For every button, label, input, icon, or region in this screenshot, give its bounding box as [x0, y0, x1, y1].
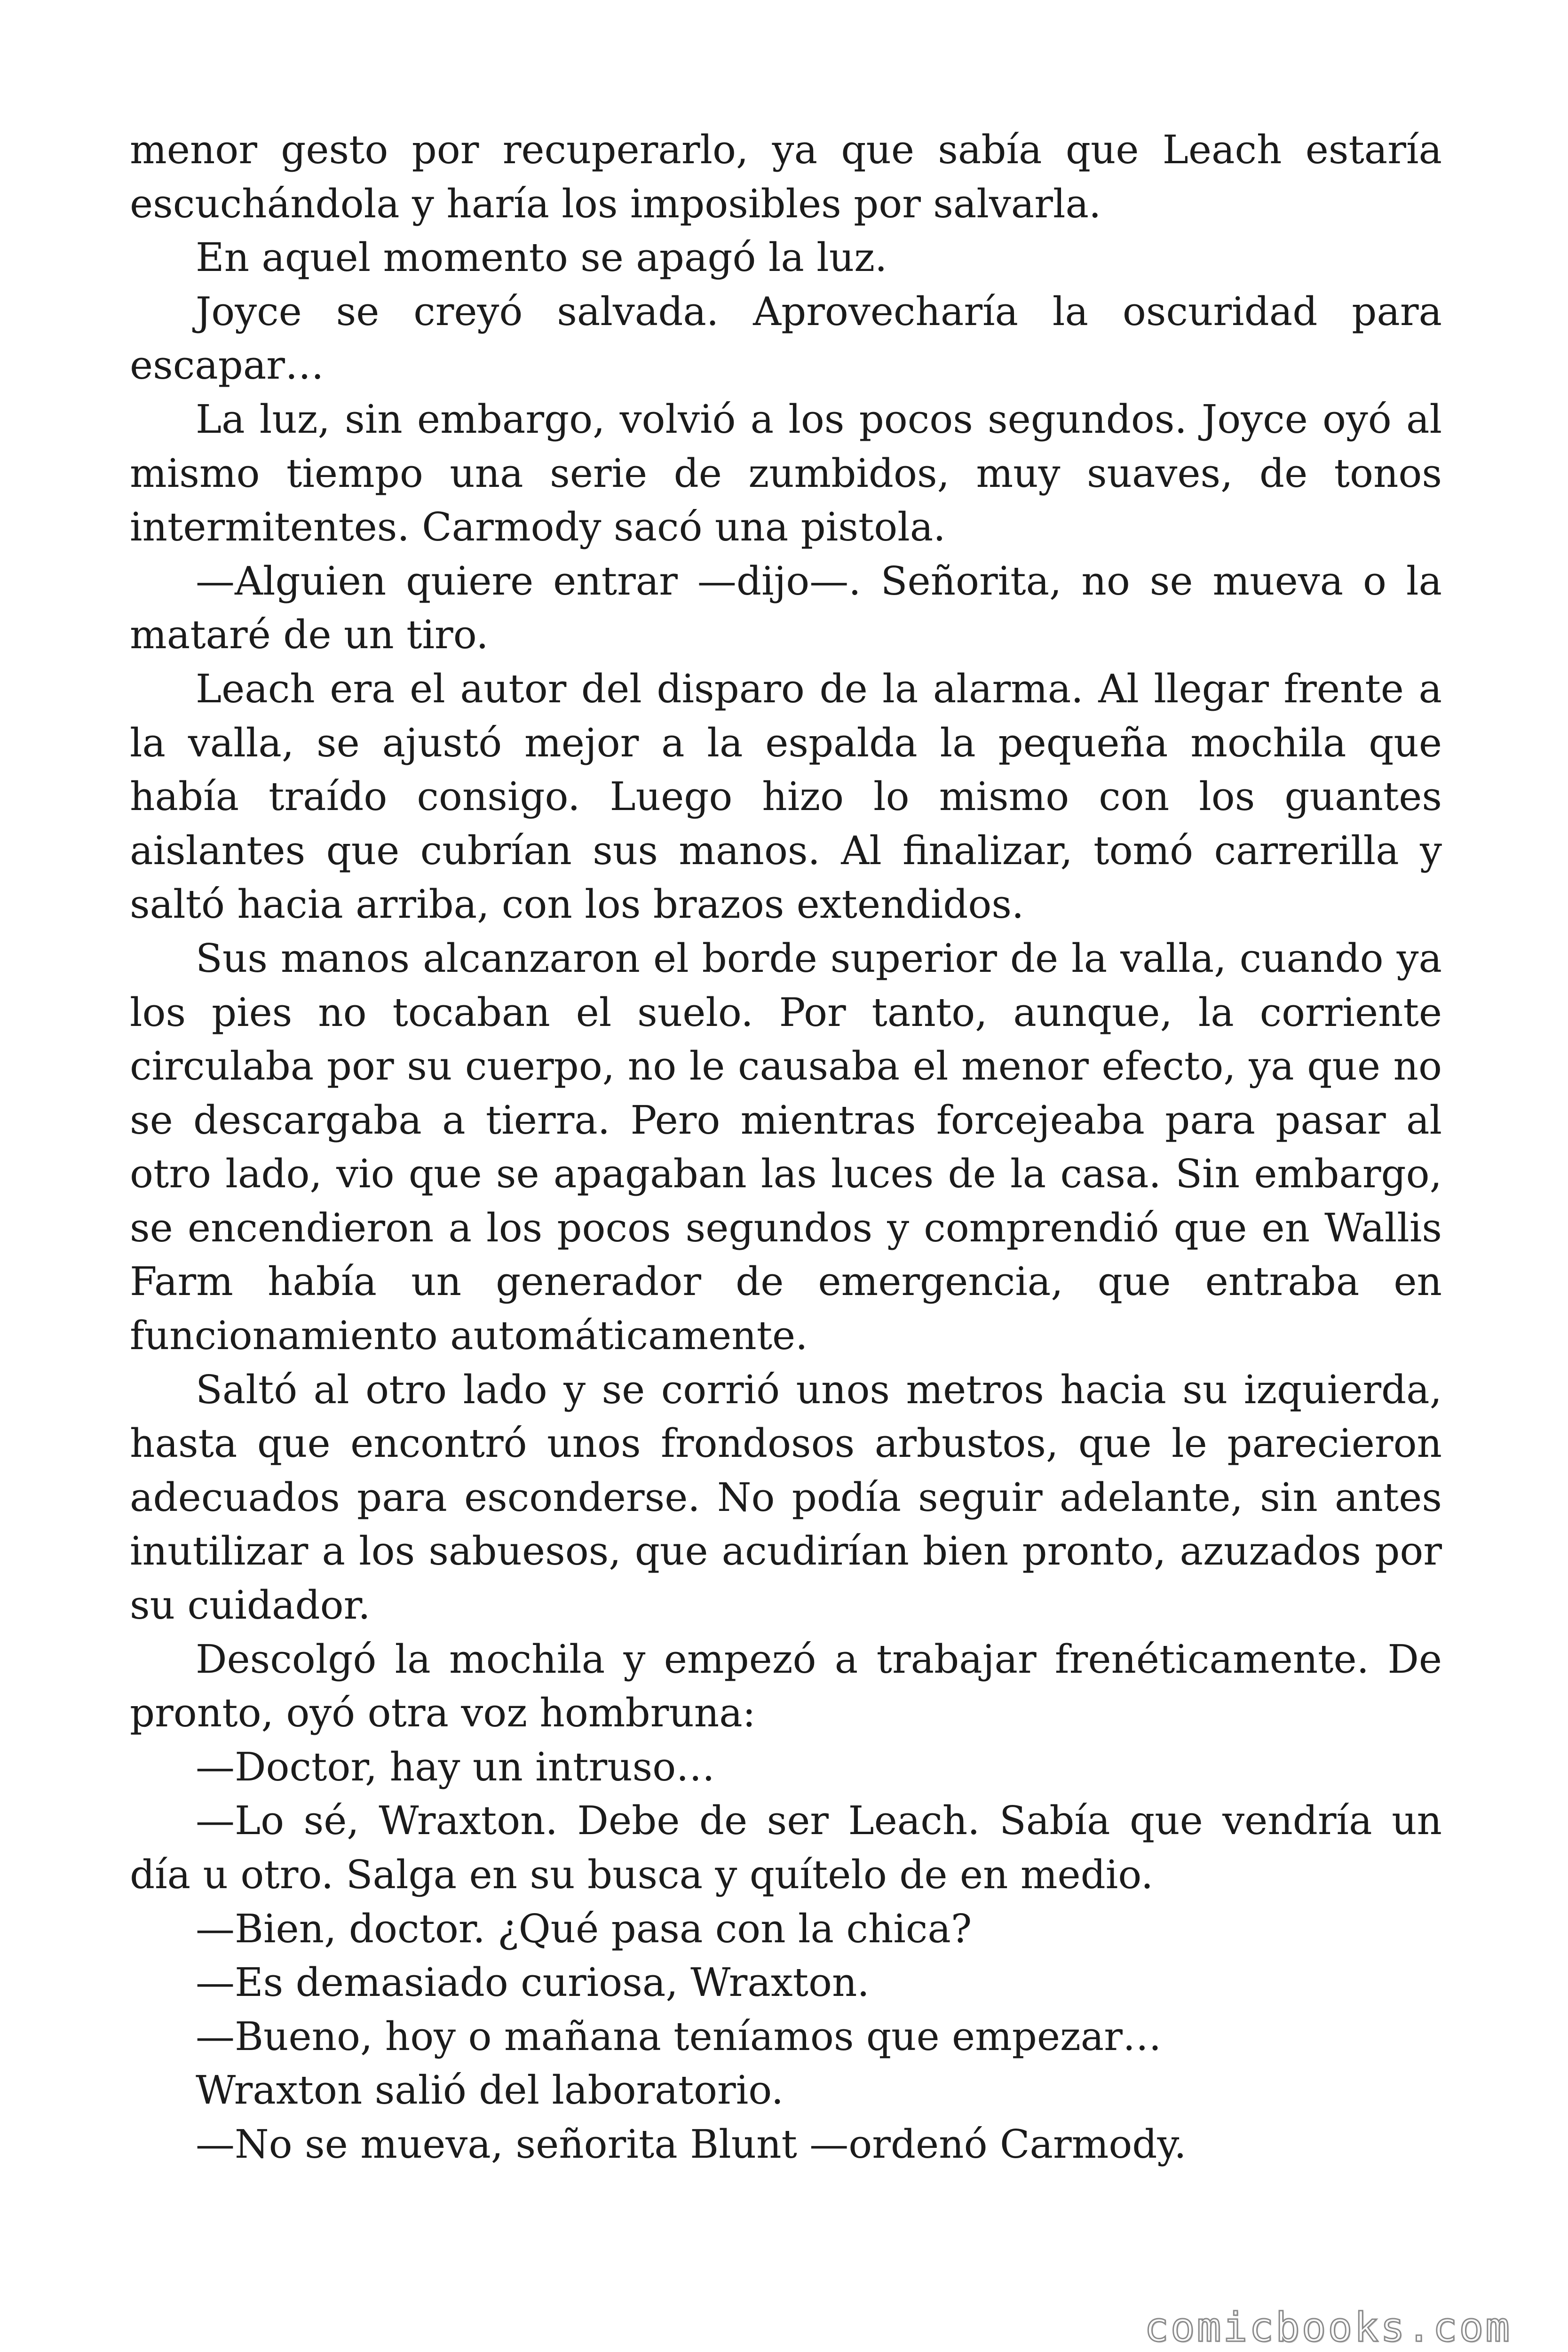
paragraph: Wraxton salió del laboratorio.: [196, 2067, 784, 2114]
paragraph: En aquel momento se apagó la luz.: [196, 235, 887, 281]
dialogue-paragraph: —No se mueva, señorita Blunt —ordenó Carmody.: [196, 2121, 1187, 2167]
dialogue-paragraph: —Doctor, hay un intruso…: [196, 1744, 715, 1790]
dialogue-paragraph: —Bueno, hoy o mañana teníamos que empezar…: [196, 2013, 1162, 2059]
dialogue-paragraph: —Lo sé, Wraxton. Debe de ser Leach. Sabía que vendría un día u otro. Salga en su busca y quítelo de en medio.: [130, 1798, 1442, 1898]
paragraph: Joyce se creyó salvada. Aprovecharía la oscuridad para escapar…: [130, 288, 1442, 389]
dialogue-paragraph: —Es demasiado curiosa, Wraxton.: [196, 1960, 870, 2006]
paragraph: Leach era el autor del disparo de la alarma. Al llegar frente a la valla, se ajustó mejor a la espalda la pequeña mochila que había traído consigo. Luego hizo lo mismo con los guantes aislantes que cubrían sus manos. Al finalizar, tomó carrerilla y saltó hacia arriba, con los brazos extendidos.: [130, 666, 1442, 928]
paragraph-continuation: menor gesto por recuperarlo, ya que sabía que Leach estaría escuchándola y haría los imposibles por salvarla.: [130, 127, 1442, 227]
paragraph: Descolgó la mochila y empezó a trabajar frenéticamente. De pronto, oyó otra voz hombruna:: [130, 1636, 1442, 1736]
paragraph: La luz, sin embargo, volvió a los pocos segundos. Joyce oyó al mismo tiempo una serie de zumbidos, muy suaves, de tonos intermitentes. Carmody sacó una pistola.: [130, 396, 1442, 550]
dialogue-paragraph: —Bien, doctor. ¿Qué pasa con la chica?: [196, 1906, 972, 1952]
paragraph: Saltó al otro lado y se corrió unos metros hacia su izquierda, hasta que encontró unos frondosos arbustos, que le parecieron adecuados para esconderse. No podía seguir adelante, sin antes inutilizar a los sabuesos, que acudirían bien pronto, azuzados por su cuidador.: [130, 1367, 1442, 1629]
body-text: [130, 123, 1442, 2172]
watermark-logo: comicbooks.com: [1144, 2304, 1512, 2351]
paragraph: Sus manos alcanzaron el borde superior de la valla, cuando ya los pies no tocaban el suelo. Por tanto, aunque, la corriente circulaba por su cuerpo, no le causaba el menor efecto, ya que no se descargaba a tierra. Pero mientras forcejeaba para pasar al otro lado, vio que se apagaban las luces de la casa. Sin embargo, se encendieron a los pocos segundos y comprendió que en Wallis Farm había un generador de emergencia, que entraba en funcionamiento automáticamente.: [130, 935, 1442, 1359]
dialogue-paragraph: —Alguien quiere entrar —dijo—. Señorita, no se mueva o la mataré de un tiro.: [130, 558, 1442, 658]
